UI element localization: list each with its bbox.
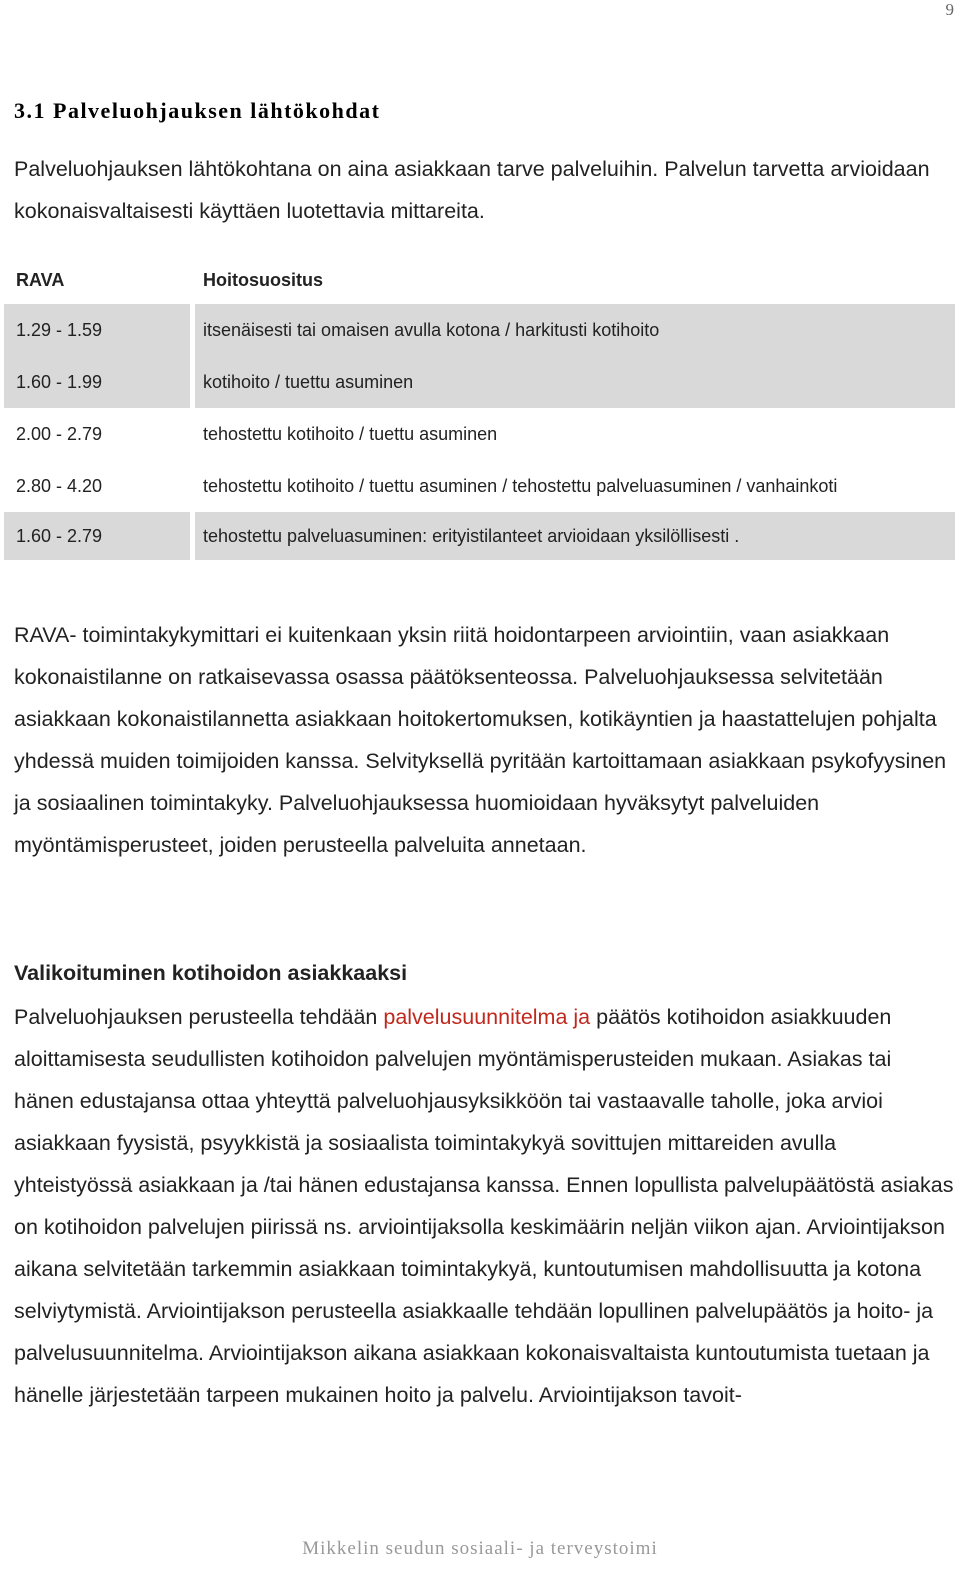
footer: Mikkelin seudun sosiaali- ja terveystoimi [302, 1538, 658, 1559]
table-row [4, 512, 955, 560]
recommendation: itsenäisesti tai omaisen avulla kotona / harkitusti kotihoito [195, 304, 955, 356]
rava-range: 2.80 - 4.20 [16, 475, 103, 496]
valikoituminen-paragraph [14, 996, 954, 1416]
rava-range: 1.60 - 1.99 [4, 356, 190, 408]
recommendation: tehostettu kotihoito / tuettu asuminen / tehostettu palveluasuminen / vanhainkoti [203, 475, 838, 496]
recommendation: tehostettu kotihoito / tuettu asuminen [203, 423, 498, 444]
rava-paragraph: RAVA- toimintakykymittari ei kuitenkaan yksin riitä hoidontarpeen arviointiin, vaan asiakkaan kokonaistilanne on ratkaisevassa osassa päätöksenteossa. Palveluohjauksessa selvitetään asiakkaan kokonaistilannetta asiakkaan hoitokertomuksen, kotikäyntien ja haastattelujen pohjalta yhdessä muiden toimijoiden kanssa. Selvityksellä pyritään kartoittamaan asiakkaan psykofyysinen ja sosiaalinen toimintakyky. Palveluohjauksessa huomioidaan hyväksytyt palveluiden myöntämisperusteet, joiden perusteella palveluita annetaan. [14, 623, 947, 857]
table-row [4, 460, 955, 512]
rava-range: 1.60 - 2.79 [4, 512, 190, 560]
table-row [4, 356, 955, 408]
subheading-valikoituminen: Valikoituminen kotihoidon asiakkaaksi [14, 961, 408, 985]
highlighted-text: palvelusuunnitelma ja [383, 1005, 591, 1029]
rava-table [4, 258, 955, 560]
table-row [4, 304, 955, 356]
paragraph-text-start: Palveluohjauksen perusteella tehdään [14, 1005, 384, 1029]
paragraph-text-rest: päätös kotihoidon asiakkuuden aloittamisesta seudullisten kotihoidon palvelujen myöntämisperusteiden mukaan. Asiakas tai hänen edustajansa ottaa yhteyttä palveluohjausyksikköön tai vastaavalle taholle, joka arvioi asiakkaan fyysistä, psyykkistä ja sosiaalista toimintakykyä sovittujen mittareiden avulla yhteistyössä asiakkaan ja /tai hänen edustajansa kanssa. Ennen lopullista palvelupäätöstä asiakas on kotihoidon palvelujen piirissä ns. arviointijaksolla keskimäärin neljän viikon ajan. Arviointijakson aikana selvitetään tarkemmin asiakkaan toimintakykyä, kuntoutumisen mahdollisuutta ja kotona selviytymistä. Arviointijakson perusteella asiakkaalle tehdään lopullinen palvelupäätös ja hoito- ja palvelusuunnitelma. Arviointijakson aikana asiakkaan kokonaisvaltaista kuntoutumista tuetaan ja hänelle järjestetään tarpeen mukainen hoito ja palvelu. Arviointijakson tavoit- [14, 1005, 954, 1407]
header-hoitosuositus: Hoitosuositus [203, 269, 323, 290]
page-number: 9 [945, 0, 954, 19]
table-row [4, 408, 955, 460]
table-header-row [4, 258, 955, 302]
recommendation: kotihoito / tuettu asuminen [195, 356, 955, 408]
rava-range: 1.29 - 1.59 [4, 304, 190, 356]
intro-paragraph: Palveluohjauksen lähtökohtana on aina asiakkaan tarve palveluihin. Palvelun tarvetta arvioidaan kokonaisvaltaisesti käyttäen luotettavia mittareita. [14, 157, 930, 223]
recommendation: tehostettu palveluasuminen: erityistilanteet arvioidaan yksilöllisesti . [195, 512, 955, 560]
rava-range: 2.00 - 2.79 [16, 423, 103, 444]
section-heading: 3.1 Palveluohjauksen lähtökohdat [14, 98, 381, 123]
header-rava: RAVA [16, 269, 65, 290]
